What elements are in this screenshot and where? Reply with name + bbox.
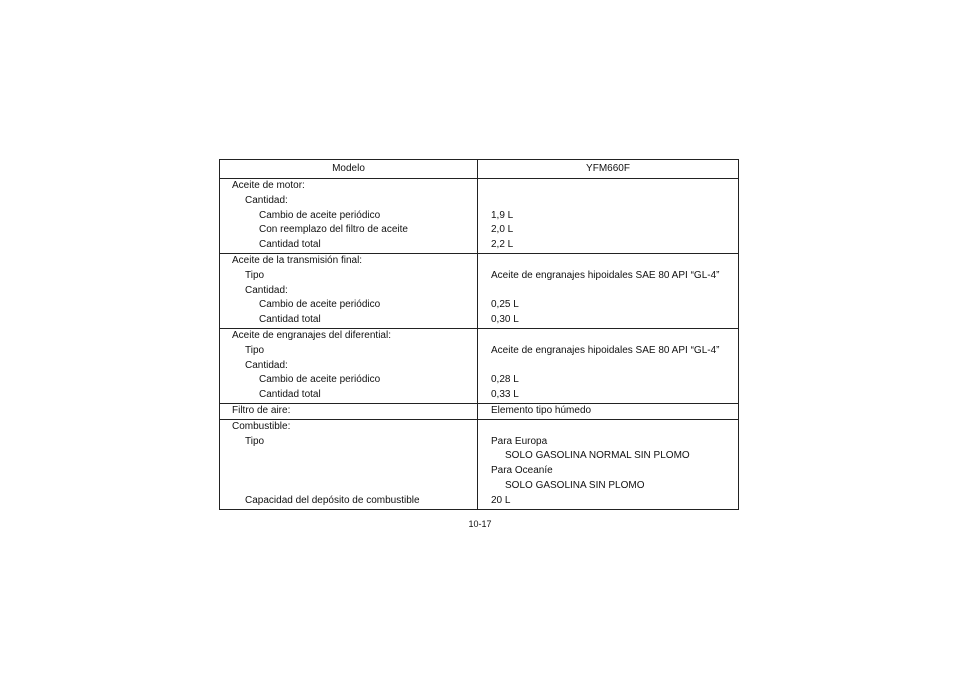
row-label: Cantidad: — [245, 359, 288, 371]
row-label: Cantidad: — [245, 284, 288, 296]
row-label — [220, 449, 477, 464]
row-label: Cambio de aceite periódico — [259, 209, 381, 221]
row-label: Filtro de aire: — [232, 404, 291, 416]
row-label: Tipo — [245, 269, 265, 281]
labels-cell — [220, 328, 478, 403]
values-cell — [478, 403, 739, 419]
group-air-filter — [220, 403, 739, 419]
row-value: 2,0 L — [491, 224, 514, 236]
row-label: Cantidad: — [245, 194, 288, 206]
labels-cell — [220, 419, 478, 509]
row-value: Elemento tipo húmedo — [491, 404, 592, 416]
row-value: 20 L — [491, 494, 511, 506]
row-value: Para Oceaníe — [491, 465, 553, 477]
row-value: Aceite de engranajes hipoidales SAE 80 API “GL-4” — [491, 269, 720, 281]
labels-cell — [220, 253, 478, 328]
row-value — [491, 194, 738, 209]
row-label: Combustible: — [232, 420, 291, 432]
values-cell — [478, 179, 739, 254]
row-value — [491, 329, 738, 344]
row-value — [491, 254, 738, 269]
group-fuel — [220, 419, 739, 509]
row-label: Cantidad total — [259, 239, 321, 251]
labels-cell — [220, 403, 478, 419]
row-label: Tipo — [245, 435, 265, 447]
header-model-value: YFM660F — [478, 160, 739, 179]
row-label — [220, 479, 477, 494]
row-value: Aceite de engranajes hipoidales SAE 80 API “GL-4” — [491, 344, 720, 356]
row-label: Cambio de aceite periódico — [259, 374, 381, 386]
row-value: 2,2 L — [491, 239, 514, 251]
row-label: Cantidad total — [259, 389, 321, 401]
row-value: 0,28 L — [491, 374, 519, 386]
row-label: Con reemplazo del filtro de aceite — [259, 224, 408, 236]
row-label: Capacidad del depósito de combustible — [245, 494, 420, 506]
row-value — [491, 284, 738, 299]
row-value: 0,25 L — [491, 299, 519, 311]
labels-cell — [220, 179, 478, 254]
row-value: SOLO GASOLINA NORMAL SIN PLOMO — [505, 450, 690, 462]
values-cell — [478, 253, 739, 328]
row-value: SOLO GASOLINA SIN PLOMO — [505, 479, 645, 491]
group-differential-gear-oil — [220, 328, 739, 403]
row-label: Aceite de engranajes del diferential: — [232, 329, 391, 341]
group-final-transmission-oil — [220, 253, 739, 328]
row-label: Cambio de aceite periódico — [259, 299, 381, 311]
group-engine-oil — [220, 179, 739, 254]
row-value: 0,33 L — [491, 389, 519, 401]
values-cell — [478, 328, 739, 403]
values-cell — [478, 419, 739, 509]
specifications-table — [219, 159, 739, 510]
row-value — [491, 359, 738, 374]
row-value: 0,30 L — [491, 314, 519, 326]
table-header-row — [220, 160, 739, 179]
page-number: 10-17 — [468, 519, 492, 529]
row-label: Cantidad total — [259, 314, 321, 326]
row-label — [220, 464, 477, 479]
header-model-label: Modelo — [220, 160, 478, 179]
row-label: Aceite de la transmisión final: — [232, 254, 363, 266]
row-value — [491, 420, 738, 435]
row-label: Aceite de motor: — [232, 180, 305, 191]
row-value: Para Europa — [491, 435, 548, 447]
row-label: Tipo — [245, 344, 265, 356]
row-value: 1,9 L — [491, 209, 514, 221]
row-value — [491, 179, 738, 194]
